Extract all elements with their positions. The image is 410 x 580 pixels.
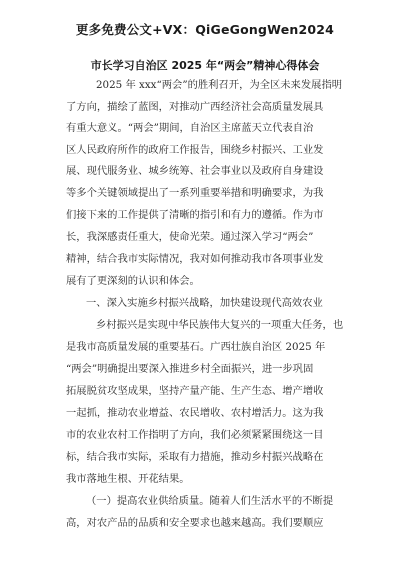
body-text-line: 区人民政府所作的政府工作报告，围绕乡村振兴、工业发 bbox=[66, 144, 324, 156]
body-text-line: 们接下来的工作提供了清晰的指引和有力的遵循。作为市 bbox=[66, 209, 324, 221]
body-text-line: 高，对农产品的品质和安全要求也越来越高。我们要顺应 bbox=[66, 517, 324, 529]
body-text-line: 展有了更深刻的认识和体会。 bbox=[66, 275, 200, 287]
body-text-line: 我市落地生根、开花结果。 bbox=[66, 473, 190, 485]
body-text-line: “两会”明确提出要深入推进乡村全面振兴，进一步巩固 bbox=[66, 363, 314, 375]
body-text-line: （一）提高农业供给质量。随着人们生活水平的不断提 bbox=[86, 495, 334, 507]
body-text-line: 2025 年 xxx“两会”的胜利召开，为全区未来发展指明 bbox=[96, 79, 343, 91]
body-text-line: 标，结合我市实际，采取有力措施，推动乡村振兴战略在 bbox=[66, 451, 324, 463]
body-text-line: 市的农业农村工作指明了方向，我们必须紧紧围绕这一目 bbox=[66, 429, 324, 441]
watermark-header: 更多免费公文+VX：QiGeGongWen2024 bbox=[75, 22, 335, 37]
body-text-line: 精神，结合我市实际情况，我对如何推动我市各项事业发 bbox=[66, 253, 324, 265]
body-text-line: 了方向，描绘了蓝图，对推动广西经济社会高质量发展具 bbox=[66, 101, 324, 113]
body-text-line: 乡村振兴是实现中华民族伟大复兴的一项重大任务，也 bbox=[96, 319, 344, 331]
body-text-line: 长，我深感责任重大，使命光荣。通过深入学习“两会” bbox=[66, 231, 314, 243]
document-title: 市长学习自治区 2025 年“两会”精神心得体会 bbox=[90, 59, 320, 72]
body-text-line: 有重大意义。“两会”期间，自治区主席蓝天立代表自治 bbox=[66, 122, 314, 134]
body-text-line: 一起抓，推动农业增益、农民增收、农村增活力。这为我 bbox=[66, 407, 324, 419]
body-text-line: 等多个关键领域提出了一系列重要举措和明确要求，为我 bbox=[66, 187, 324, 199]
body-text-line: 拓展脱贫攻坚成果，坚持产量产能、生产生态、增产增收 bbox=[66, 385, 324, 397]
body-text-line: 是我市高质量发展的重要基石。广西壮族自治区 2025 年 bbox=[66, 341, 326, 353]
body-text-line: 展、现代服务业、城乡统筹、社会事业以及政府自身建设 bbox=[66, 165, 324, 177]
section-heading: 一、深入实施乡村振兴战略，加快建设现代高效农业 bbox=[86, 297, 323, 309]
